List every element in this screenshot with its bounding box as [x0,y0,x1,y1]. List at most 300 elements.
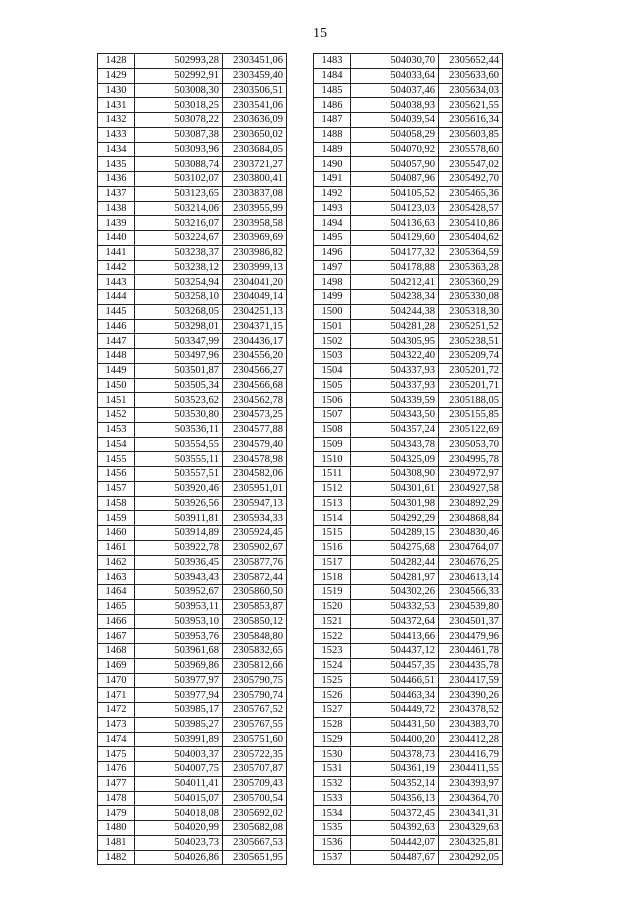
x-coordinate-cell: 503953,11 [135,599,223,614]
x-coordinate-cell: 503926,56 [135,496,223,511]
point-number-cell: 1473 [98,717,135,732]
page-number: 15 [313,26,327,41]
y-coordinate-cell: 2305951,01 [223,481,287,496]
y-coordinate-cell: 2305767,55 [223,717,287,732]
table-row [98,481,287,496]
table-row [314,644,503,659]
x-coordinate-cell: 504437,12 [351,644,439,659]
y-coordinate-cell: 2304927,58 [439,481,503,496]
table-row [98,437,287,452]
table-row [98,776,287,791]
table-row [98,245,287,260]
table-row [314,113,503,128]
x-coordinate-cell: 504037,46 [351,83,439,98]
point-number-cell: 1477 [98,776,135,791]
point-number-cell: 1526 [314,688,351,703]
point-number-cell: 1430 [98,83,135,98]
table-row [314,304,503,319]
table-row [314,629,503,644]
point-number-cell: 1454 [98,437,135,452]
table-row [98,408,287,423]
point-number-cell: 1486 [314,98,351,113]
y-coordinate-cell: 2305201,71 [439,378,503,393]
table-row [314,349,503,364]
table-row [314,614,503,629]
point-number-cell: 1510 [314,452,351,467]
table-row [314,585,503,600]
table-row [98,835,287,850]
point-number-cell: 1534 [314,806,351,821]
x-coordinate-cell: 503943,43 [135,570,223,585]
x-coordinate-cell: 503238,37 [135,245,223,260]
x-coordinate-cell: 504023,73 [135,835,223,850]
x-coordinate-cell: 504332,53 [351,599,439,614]
table-row [314,806,503,821]
point-number-cell: 1480 [98,821,135,836]
table-row [314,570,503,585]
x-coordinate-cell: 503985,27 [135,717,223,732]
point-number-cell: 1523 [314,644,351,659]
table-row [98,142,287,157]
x-coordinate-cell: 504431,50 [351,717,439,732]
table-row [314,363,503,378]
point-number-cell: 1439 [98,216,135,231]
y-coordinate-cell: 2305947,13 [223,496,287,511]
point-number-cell: 1505 [314,378,351,393]
table-row [98,98,287,113]
x-coordinate-cell: 504392,63 [351,821,439,836]
x-coordinate-cell: 503922,78 [135,540,223,555]
point-number-cell: 1461 [98,540,135,555]
x-coordinate-cell: 504337,93 [351,378,439,393]
y-coordinate-cell: 2305812,66 [223,658,287,673]
table-row [314,378,503,393]
x-coordinate-cell: 503557,51 [135,467,223,482]
y-coordinate-cell: 2305707,87 [223,762,287,777]
point-number-cell: 1453 [98,422,135,437]
table-row [98,216,287,231]
table-row [314,540,503,555]
point-number-cell: 1513 [314,496,351,511]
table-row [314,526,503,541]
y-coordinate-cell: 2305651,95 [223,850,287,865]
y-coordinate-cell: 2305722,35 [223,747,287,762]
y-coordinate-cell: 2305790,74 [223,688,287,703]
table-row [98,629,287,644]
point-number-cell: 1434 [98,142,135,157]
y-coordinate-cell: 2304566,33 [439,585,503,600]
x-coordinate-cell: 504442,07 [351,835,439,850]
y-coordinate-cell: 2305652,44 [439,54,503,69]
y-coordinate-cell: 2305700,54 [223,791,287,806]
table-row [98,422,287,437]
point-number-cell: 1521 [314,614,351,629]
point-number-cell: 1517 [314,555,351,570]
table-row [314,157,503,172]
table-row [314,231,503,246]
point-number-cell: 1478 [98,791,135,806]
x-coordinate-cell: 504282,44 [351,555,439,570]
y-coordinate-cell: 2303986,82 [223,245,287,260]
table-row [98,673,287,688]
table-row [98,127,287,142]
x-coordinate-cell: 503977,94 [135,688,223,703]
point-number-cell: 1441 [98,245,135,260]
point-number-cell: 1479 [98,806,135,821]
point-number-cell: 1444 [98,290,135,305]
table-row [314,703,503,718]
point-number-cell: 1435 [98,157,135,172]
y-coordinate-cell: 2305790,75 [223,673,287,688]
y-coordinate-cell: 2304579,40 [223,437,287,452]
coordinates-table-left [97,53,287,865]
table-row [314,762,503,777]
y-coordinate-cell: 2304830,46 [439,526,503,541]
point-number-cell: 1467 [98,629,135,644]
table-row [98,614,287,629]
y-coordinate-cell: 2304416,79 [439,747,503,762]
point-number-cell: 1470 [98,673,135,688]
table-row [98,496,287,511]
table-row [98,275,287,290]
y-coordinate-cell: 2303955,99 [223,201,287,216]
x-coordinate-cell: 503088,74 [135,157,223,172]
y-coordinate-cell: 2305924,45 [223,526,287,541]
x-coordinate-cell: 504457,35 [351,658,439,673]
y-coordinate-cell: 2303837,08 [223,186,287,201]
x-coordinate-cell: 504301,98 [351,496,439,511]
x-coordinate-cell: 503008,30 [135,83,223,98]
x-coordinate-cell: 504281,28 [351,319,439,334]
y-coordinate-cell: 2304378,52 [439,703,503,718]
point-number-cell: 1455 [98,452,135,467]
x-coordinate-cell: 503914,89 [135,526,223,541]
table-row [314,98,503,113]
table-row [314,511,503,526]
y-coordinate-cell: 2304251,13 [223,304,287,319]
point-number-cell: 1429 [98,68,135,83]
x-coordinate-cell: 504302,26 [351,585,439,600]
point-number-cell: 1465 [98,599,135,614]
table-row [98,806,287,821]
x-coordinate-cell: 504466,51 [351,673,439,688]
y-coordinate-cell: 2304371,15 [223,319,287,334]
point-number-cell: 1451 [98,393,135,408]
table-row [314,334,503,349]
point-number-cell: 1509 [314,437,351,452]
table-row [98,54,287,69]
x-coordinate-cell: 504343,78 [351,437,439,452]
table-row [98,452,287,467]
y-coordinate-cell: 2304539,80 [439,599,503,614]
table-row [314,260,503,275]
point-number-cell: 1499 [314,290,351,305]
x-coordinate-cell: 504039,54 [351,113,439,128]
point-number-cell: 1489 [314,142,351,157]
point-number-cell: 1450 [98,378,135,393]
table-row [98,334,287,349]
table-row [314,422,503,437]
point-number-cell: 1491 [314,172,351,187]
x-coordinate-cell: 504087,96 [351,172,439,187]
table-row [98,570,287,585]
x-coordinate-cell: 502993,28 [135,54,223,69]
x-coordinate-cell: 503952,67 [135,585,223,600]
x-coordinate-cell: 504070,92 [351,142,439,157]
point-number-cell: 1459 [98,511,135,526]
table-row [314,437,503,452]
table-row [314,850,503,865]
y-coordinate-cell: 2304556,20 [223,349,287,364]
y-coordinate-cell: 2305872,44 [223,570,287,585]
x-coordinate-cell: 504378,73 [351,747,439,762]
y-coordinate-cell: 2303999,13 [223,260,287,275]
y-coordinate-cell: 2305410,86 [439,216,503,231]
y-coordinate-cell: 2304764,07 [439,540,503,555]
point-number-cell: 1508 [314,422,351,437]
point-number-cell: 1469 [98,658,135,673]
y-coordinate-cell: 2304562,78 [223,393,287,408]
point-number-cell: 1493 [314,201,351,216]
table-row [98,363,287,378]
x-coordinate-cell: 504033,64 [351,68,439,83]
y-coordinate-cell: 2304676,25 [439,555,503,570]
table-row [98,511,287,526]
x-coordinate-cell: 504018,08 [135,806,223,821]
table-row [314,481,503,496]
point-number-cell: 1516 [314,540,351,555]
y-coordinate-cell: 2305053,70 [439,437,503,452]
table-row [98,747,287,762]
y-coordinate-cell: 2303684,05 [223,142,287,157]
point-number-cell: 1502 [314,334,351,349]
point-number-cell: 1522 [314,629,351,644]
table-row [98,172,287,187]
x-coordinate-cell: 503961,68 [135,644,223,659]
y-coordinate-cell: 2305251,52 [439,319,503,334]
x-coordinate-cell: 503078,22 [135,113,223,128]
table-row [314,408,503,423]
x-coordinate-cell: 503953,10 [135,614,223,629]
x-coordinate-cell: 503523,62 [135,393,223,408]
point-number-cell: 1498 [314,275,351,290]
y-coordinate-cell: 2303459,40 [223,68,287,83]
y-coordinate-cell: 2305603,85 [439,127,503,142]
y-coordinate-cell: 2303958,58 [223,216,287,231]
point-number-cell: 1496 [314,245,351,260]
x-coordinate-cell: 503991,89 [135,732,223,747]
table-row [314,275,503,290]
table-row [98,555,287,570]
point-number-cell: 1481 [98,835,135,850]
x-coordinate-cell: 503920,46 [135,481,223,496]
point-number-cell: 1519 [314,585,351,600]
table-row [98,658,287,673]
point-number-cell: 1494 [314,216,351,231]
x-coordinate-cell: 504281,97 [351,570,439,585]
x-coordinate-cell: 504123,03 [351,201,439,216]
point-number-cell: 1531 [314,762,351,777]
table-row [314,776,503,791]
table-row [314,393,503,408]
y-coordinate-cell: 2305492,70 [439,172,503,187]
point-number-cell: 1487 [314,113,351,128]
x-coordinate-cell: 504026,86 [135,850,223,865]
y-coordinate-cell: 2304393,97 [439,776,503,791]
y-coordinate-cell: 2303506,51 [223,83,287,98]
x-coordinate-cell: 504356,13 [351,791,439,806]
point-number-cell: 1524 [314,658,351,673]
x-coordinate-cell: 503555,11 [135,452,223,467]
table-row [314,467,503,482]
x-coordinate-cell: 504136,63 [351,216,439,231]
x-coordinate-cell: 504212,41 [351,275,439,290]
x-coordinate-cell: 504020,99 [135,821,223,836]
x-coordinate-cell: 504301,61 [351,481,439,496]
x-coordinate-cell: 504030,70 [351,54,439,69]
table-row [314,127,503,142]
y-coordinate-cell: 2304364,70 [439,791,503,806]
table-row [98,732,287,747]
y-coordinate-cell: 2304613,14 [439,570,503,585]
x-coordinate-cell: 504372,45 [351,806,439,821]
x-coordinate-cell: 503087,38 [135,127,223,142]
point-number-cell: 1449 [98,363,135,378]
x-coordinate-cell: 503254,94 [135,275,223,290]
table-row [98,201,287,216]
x-coordinate-cell: 504339,59 [351,393,439,408]
y-coordinate-cell: 2303650,02 [223,127,287,142]
point-number-cell: 1468 [98,644,135,659]
table-row [314,717,503,732]
table-row [98,540,287,555]
y-coordinate-cell: 2304501,37 [439,614,503,629]
point-number-cell: 1490 [314,157,351,172]
y-coordinate-cell: 2305634,03 [439,83,503,98]
y-coordinate-cell: 2304566,27 [223,363,287,378]
y-coordinate-cell: 2305682,08 [223,821,287,836]
y-coordinate-cell: 2305848,80 [223,629,287,644]
x-coordinate-cell: 503093,96 [135,142,223,157]
y-coordinate-cell: 2303451,06 [223,54,287,69]
y-coordinate-cell: 2304390,26 [439,688,503,703]
point-number-cell: 1460 [98,526,135,541]
table-row [98,319,287,334]
table-row [314,821,503,836]
x-coordinate-cell: 504129,60 [351,231,439,246]
point-number-cell: 1515 [314,526,351,541]
point-number-cell: 1511 [314,467,351,482]
point-number-cell: 1443 [98,275,135,290]
y-coordinate-cell: 2304578,98 [223,452,287,467]
table-row [314,245,503,260]
x-coordinate-cell: 503347,99 [135,334,223,349]
x-coordinate-cell: 504244,38 [351,304,439,319]
y-coordinate-cell: 2303721,27 [223,157,287,172]
x-coordinate-cell: 504275,68 [351,540,439,555]
table-row [314,201,503,216]
table-row [314,688,503,703]
y-coordinate-cell: 2304292,05 [439,850,503,865]
y-coordinate-cell: 2304995,78 [439,452,503,467]
x-coordinate-cell: 503268,05 [135,304,223,319]
y-coordinate-cell: 2304582,06 [223,467,287,482]
table-row [314,555,503,570]
point-number-cell: 1458 [98,496,135,511]
point-number-cell: 1448 [98,349,135,364]
table-row [314,791,503,806]
x-coordinate-cell: 503224,67 [135,231,223,246]
point-number-cell: 1428 [98,54,135,69]
point-number-cell: 1433 [98,127,135,142]
point-number-cell: 1440 [98,231,135,246]
table-row [98,260,287,275]
x-coordinate-cell: 503298,01 [135,319,223,334]
y-coordinate-cell: 2305122,69 [439,422,503,437]
y-coordinate-cell: 2305428,57 [439,201,503,216]
y-coordinate-cell: 2305360,29 [439,275,503,290]
y-coordinate-cell: 2305155,85 [439,408,503,423]
table-row [314,172,503,187]
table-row [314,658,503,673]
y-coordinate-cell: 2304892,29 [439,496,503,511]
table-row [98,717,287,732]
point-number-cell: 1512 [314,481,351,496]
point-number-cell: 1462 [98,555,135,570]
table-row [98,231,287,246]
y-coordinate-cell: 2305238,51 [439,334,503,349]
x-coordinate-cell: 504178,88 [351,260,439,275]
table-row [98,703,287,718]
table-row [314,142,503,157]
y-coordinate-cell: 2304868,84 [439,511,503,526]
x-coordinate-cell: 503977,97 [135,673,223,688]
y-coordinate-cell: 2305860,50 [223,585,287,600]
x-coordinate-cell: 504105,52 [351,186,439,201]
y-coordinate-cell: 2305616,34 [439,113,503,128]
x-coordinate-cell: 503102,07 [135,172,223,187]
point-number-cell: 1447 [98,334,135,349]
x-coordinate-cell: 504337,93 [351,363,439,378]
y-coordinate-cell: 2303636,09 [223,113,287,128]
point-number-cell: 1529 [314,732,351,747]
point-number-cell: 1504 [314,363,351,378]
x-coordinate-cell: 504177,32 [351,245,439,260]
table-row [314,835,503,850]
point-number-cell: 1471 [98,688,135,703]
y-coordinate-cell: 2305850,12 [223,614,287,629]
y-coordinate-cell: 2304435,78 [439,658,503,673]
x-coordinate-cell: 504305,95 [351,334,439,349]
point-number-cell: 1484 [314,68,351,83]
x-coordinate-cell: 504463,34 [351,688,439,703]
table-row [98,467,287,482]
x-coordinate-cell: 503214,06 [135,201,223,216]
x-coordinate-cell: 504238,34 [351,290,439,305]
y-coordinate-cell: 2303969,69 [223,231,287,246]
y-coordinate-cell: 2304479,96 [439,629,503,644]
y-coordinate-cell: 2305692,02 [223,806,287,821]
x-coordinate-cell: 503216,07 [135,216,223,231]
y-coordinate-cell: 2304411,55 [439,762,503,777]
x-coordinate-cell: 503505,34 [135,378,223,393]
table-row [98,585,287,600]
point-number-cell: 1482 [98,850,135,865]
point-number-cell: 1483 [314,54,351,69]
point-number-cell: 1464 [98,585,135,600]
y-coordinate-cell: 2305209,74 [439,349,503,364]
point-number-cell: 1527 [314,703,351,718]
